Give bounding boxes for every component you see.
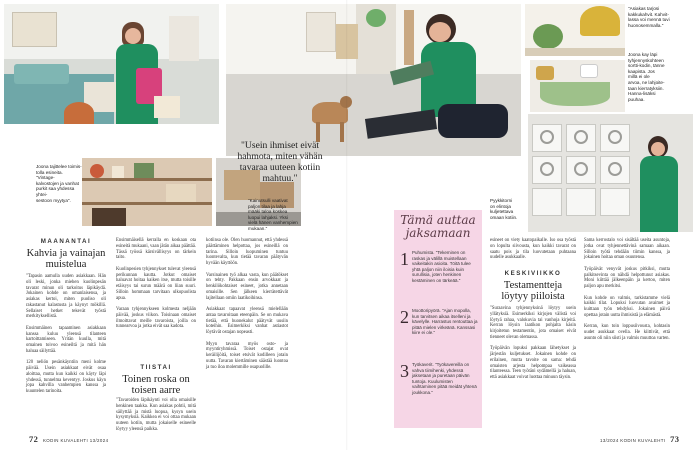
photo-cups-bowl [530, 60, 625, 112]
footer-left-text: KODIN KUVALEHTI 13/2024 [42, 438, 109, 443]
section-headline-monday: Kahvia ja vainajan muistelua [26, 248, 106, 270]
photo-kitchen-shelves [82, 158, 212, 226]
section-headline-tuesday: Toinen roska on toisen aarre [122, 374, 190, 396]
section-headline-wednesday: Testamentteja löytyy piiloista [501, 280, 565, 302]
page-number-right: 73 [670, 434, 680, 444]
section-body-wednesday-intro: esineet on viety kaatopaikalle. Iso osa työstä on lopulta siivousta, kun kaikki tavarat on saatu pois ja tila luovutetaan puhtaana uudelle asukkaalle. [490, 238, 576, 261]
section-body-wednesday: "Suraavina tyhjennyksinä löytyy usein yllätyksiä. Esimerkiksi kirjojen välistä voi löytyä rahaa, valokuvia tai vanhoja kirjeitä. Kerran löysin laatikon pohjalta käsin kirjoitetun testamentin, jota omaiset eivät tienneet olevan olemassa. Työpäivän lopuksi pakkaan lähetykset ja järjestän kuljetukset. Jokainen kohde on erilainen, mutta tavoite on sama: tehdä omaisten arjesta helpompaa vaikeassa tilanteessa. Teen työtäni sydämellä ja haluan, että asiakkaat voivat luottaa minuun täysin. [490, 306, 576, 380]
pull-quote: "Usein ihmiset eivät hahmota, miten vähän tavaraa uuteen kotiin mahtuu." [237, 140, 323, 184]
section-body-monday-cont: Ensimmäisellä kerralla en koskaan ota esineitä mukaani, vaan jätän aikaa päättää. Tässä työssä kärsivällisyys on tärkein taito. Kuolinpesien tyhjennykset tulevat yleensä perikunnan kautta. Jotkut omaiset haluavat hoitaa kaiken itse, mutta toisille etäisyys tai surun määrä on liian suuri. Silloin hommaan tarvitaan ulkopuolista apua. Varaan tyhjennykseen kolmesta neljään päivää, joskus viikon. Toisinaan omaiset ilmoittavat meille tavaroista, joilla on tunnearvoa ja jotka eivät saa kadota. [116, 238, 196, 330]
section-body-monday: "Tapasin aamulla uuden asiakkaan. Hän oli leski, jonka miehen kuolinpesän tavarat minun oli tarkoitus läpikäydä. Jokainen kohde on omanlaisensa, ja asiakas kertoi, miten puoliso oli rakastanut kalastusta ja käynyt mökillä. Sellaiset hetket tekevät työstä merkityksellistä. Ensimmäinen tapaaminen asiakkaan kanssa kuluu yleensä tilanteen kartoittamiseen. Yritän kuulla, mitä omainen toivoo esineiltä ja mitä hän haluaa säilyttää. 120 neliön pesänkäyntiin meni kolme päivää. Usein asiakkaat eivät osaa aloittaa, mutta kun kaikki on käyty läpi yhdessä, tunnelma keventyy. Joskus käyn jopa kahvilla vanhempien kanssa ja kuuntelen tarinoita. [26, 274, 106, 394]
page-number-left: 72 [29, 434, 39, 444]
tips-sidebar [394, 210, 482, 428]
caption-joona-goes-through: Joona kay läpi tyhjennyskohteen sortti-kodin, tänne kaapista. Jos millä ei ole arvoa, ne lahjoite- taan kierratyksiin. Hanna-lisäksi puuhaa. [628, 52, 665, 102]
photo-packing-with-dog [226, 4, 521, 156]
photo-plants-lamp [525, 4, 625, 56]
sidebar-item-number: 2 [400, 307, 409, 327]
footer-left [26, 434, 108, 444]
sidebar-item-number: 1 [400, 249, 409, 269]
section-kicker-monday: MAANANTAI [40, 238, 92, 245]
sidebar-item-number: 3 [400, 361, 409, 381]
photo-laundry-room [528, 114, 693, 232]
footer-right [600, 434, 682, 444]
section-kicker-tuesday: TIISTAI [140, 364, 172, 371]
sidebar-item-text: Moottoripyörä. "Ajan mopolla, kun tarvitsen aikaa itselleni ja kävelylle. Harrastus rentouttaa ja pitää mielen virkeänä. Kanssasi kiire ei ole." [412, 308, 478, 336]
sidebar-item-text: Puhumista. "Tekeminen on raskas ja välillä muistellaan vaikeitakin asioita. Töitä tulee yhtä paljon niin iloisia kuin surullisia, joten henkinen kestäminen on tärkeää." [412, 250, 471, 283]
sidebar-title: Tämä auttaa jaksamaan [400, 213, 476, 240]
caption-coffee: "Asiakas tarjosi kakkukahvit. Kahvit- lassa voi mennä tuvi huonosemmalla." [628, 6, 670, 28]
footer-right-text: 13/2024 KODIN KUVALEHTI [600, 438, 666, 443]
section-body-tuesday-cont: kotiinsa ole. Olen huomannut, että yhdessä päättäminen helpottaa, jos esineillä on tarina. Silloin luopuminen tuntuu luontevalta, kun tietää tavaran päätyvän hyvään käyttöön. Varsinainen työ alkaa vasta, kun päätökset on tehty. Pakkaan ensin arvokkaat ja henkilökohtaiset esineet, jotka annetaan omaisille. Sen jälkeen kierrätettävät lajitellaan omiin laatikoihinsa. Asiakkaat tapaavat yleensä mielellään antaa tavaroitaan eteenpäin. Se on mukava tietää, että huonekalut päätyvät uusiin koteihin. Esimerkiksi vanhat astiastot löytävät ostajan nopeasti. Myyn tavaraa myös osto- ja myyntiryhmissä. Toiset ostajat ovat keräilijöitä, toiset etsivät kodilleen jotain uutta. Tavaran kiertäminen säästää luontoa ja tuo iloa molemmille osapuolille. [206, 238, 288, 370]
caption-joona-sorting: Joona tajittelee toimis- tolla esineita. "Vintage- kalvostojen ja vanhat purkit saa yhdessa yhtei- sestoon myytya". [36, 164, 82, 203]
page-spine [346, 0, 348, 450]
photo-living-room [4, 4, 219, 124]
caption-kainutsulli: "Kainutsulli vaativat paljon tilaa ja lahja määki taloa koskea luopui lahjaksi. Yksi vielä hänen vanhempien mukaan." [248, 198, 298, 231]
sidebar-item-text: Työkaverit. "Työkavereilla on vahva tiimihenki, yhdessä jaksetaan ja puretaan päivän tuntoja. Kuulumisten vaihtaminen pitää meidät yhtenä joukkona." [412, 362, 477, 395]
section-body-tuesday: "Tavaroiden läpikäynti voi olla omaisille henkinen taakka. Kun asiakas pohtii, mitä säilyttää ja mistä luopua, kysyn usein kysymyksiä. Kaikkea ei voi ottaa mukaan uuteen kotiin, mutta jokaiselle esineelle löytyy yleensä paikka. [116, 398, 196, 432]
section-kicker-wednesday: KESKIVIIKKO [504, 270, 562, 277]
section-body-thursday: Sama kerrostalo voi sisältää useita asuntoja, jotka ovat tyhjennettävinä samaan aikaan. Silloin työtä tehdään tiimin kanssa, ja jokainen hoitaa oman osuutensa. Työpäivät venyvät joskus pitkiksi, mutta palkitsevinta on nähdä helpottunut asiakas. Moni kiittää jälkeenpäin ja kertoo, miten paljon apu merkitsi. Kun kohde on valmis, tarkistamme vielä kaikki tilat. Lopuksi luovutan avaimet ja kuittaan työn tehdyksi. Jokainen päivä opettaa jotain uutta ihmisistä ja elämästä. Kerran, kun toin loppusiivousta, kohtasin uudet asukkaat ovella. He kiittivät, että asunto oli niin siisti ja valmis muuttoa varten. [584, 238, 670, 341]
caption-laundry-tower: Pyykkitorni on elintoja kuljetettava omaan kotiin. [490, 198, 518, 220]
